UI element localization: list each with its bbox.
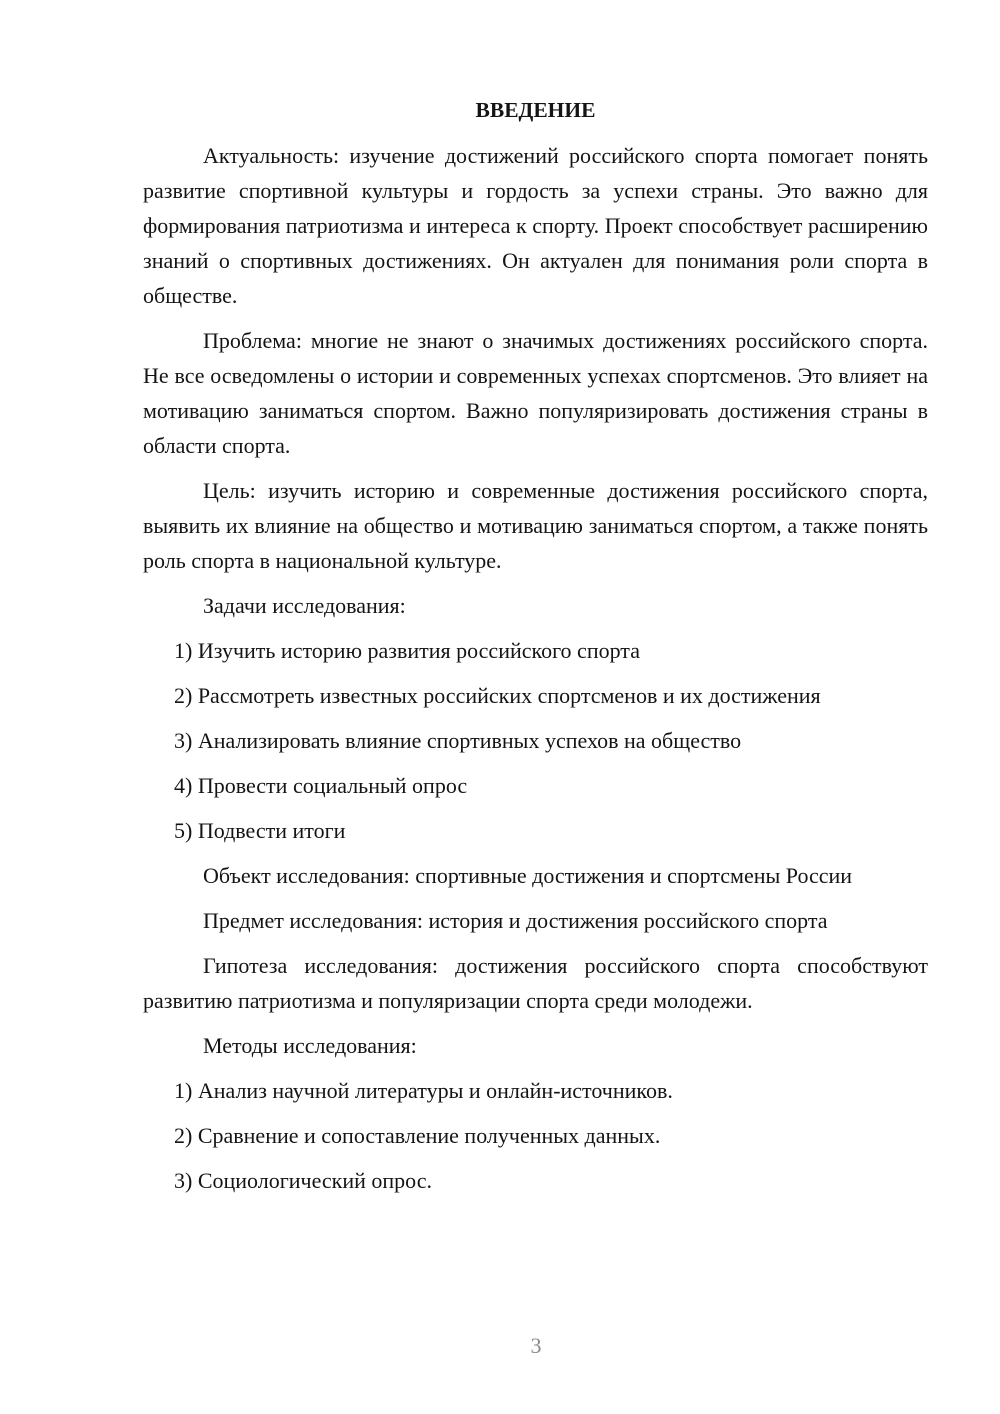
object-paragraph: Объект исследования: спортивные достижения и спортсмены России — [203, 863, 853, 888]
method-item: 3) Социологический опрос. — [174, 1168, 432, 1193]
hypothesis-paragraph: Гипотеза исследования: достижения российского спорта способствуют развитию патриотизма и популяризации спорта среди молодежи. — [143, 953, 928, 1013]
problem-paragraph: Проблема: многие не знают о значимых достижениях российского спорта. Не все осведомлены о истории и современных успехах спортсменов. Это влияет на мотивацию заниматься спортом. Важно популяризировать достижения страны в области спорта. — [143, 328, 928, 458]
task-item: 2) Рассмотреть известных российских спортсменов и их достижения — [174, 683, 821, 708]
task-item: 4) Провести социальный опрос — [174, 773, 468, 798]
task-item: 3) Анализировать влияние спортивных успехов на общество — [174, 728, 742, 753]
task-item: 5) Подвести итоги — [174, 818, 346, 843]
page-content — [143, 92, 928, 1198]
subject-paragraph: Предмет исследования: история и достижения российского спорта — [203, 908, 828, 933]
task-item: 1) Изучить историю развития российского спорта — [174, 638, 640, 663]
page-number: 3 — [530, 1333, 542, 1358]
section-title: ВВЕДЕНИЕ — [475, 98, 596, 122]
methods-heading: Методы исследования: — [203, 1033, 417, 1058]
goal-paragraph: Цель: изучить историю и современные достижения российского спорта, выявить их влияние на общество и мотивацию заниматься спортом, а также понять роль спорта в национальной культуре. — [143, 478, 928, 573]
relevance-paragraph: Актуальность: изучение достижений российского спорта помогает понять развитие спортивной культуры и гордость за успехи страны. Это важно для формирования патриотизма и интереса к спорту. Проект способствует расширению знаний о спортивных достижениях. Он актуален для понимания роли спорта в обществе. — [143, 143, 928, 308]
tasks-heading: Задачи исследования: — [203, 593, 406, 618]
method-item: 1) Анализ научной литературы и онлайн-источников. — [174, 1078, 673, 1103]
method-item: 2) Сравнение и сопоставление полученных данных. — [174, 1123, 661, 1148]
